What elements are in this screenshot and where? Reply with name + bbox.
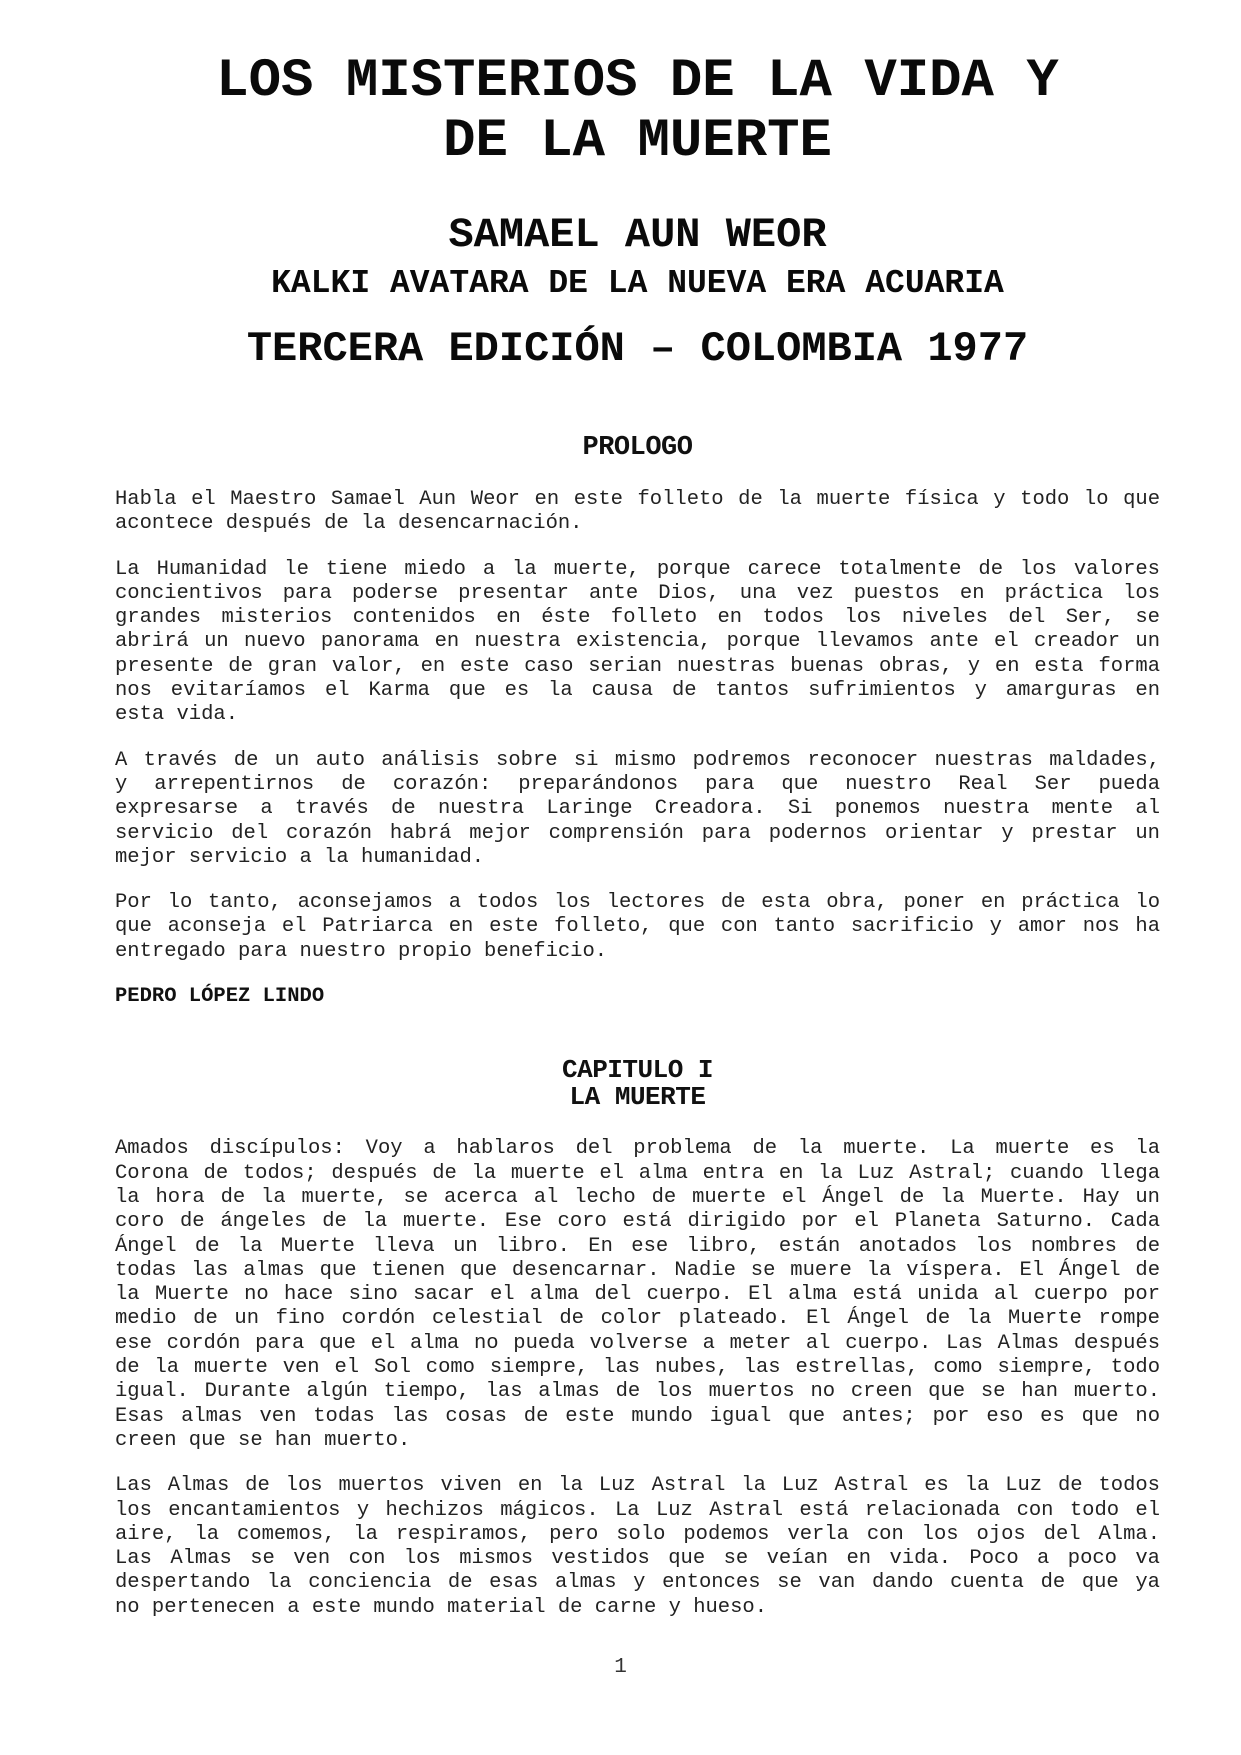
text-line: entregado para nuestro propio beneficio.	[115, 939, 608, 963]
book-title-line-2: DE LA MUERTE	[443, 111, 832, 172]
text-line: A través de un auto análisis sobre si mismo podremos reconocer nuestras maldades,	[115, 748, 1160, 772]
text-line: igual. Durante algún tiempo, las almas de los muertos no creen que se han muerto.	[115, 1380, 1160, 1404]
prologue-paragraph-2	[115, 558, 1160, 728]
text-line: grandes misterios contenidos en éste folleto en todos los niveles del Ser, se	[115, 606, 1160, 630]
text-line: creen que se han muerto.	[115, 1428, 411, 1452]
prologue-heading: PROLOGO	[582, 433, 693, 463]
text-line: la Muerte no hace sino sacar el alma del cuerpo. El alma está unida al cuerpo por	[115, 1283, 1160, 1307]
author-epithet: KALKI AVATARA DE LA NUEVA ERA ACUARIA	[271, 265, 1004, 302]
text-line: de la muerte ven el Sol como siempre, las nubes, las estrellas, como siempre, todo	[115, 1356, 1160, 1380]
text-line: concientivos para poderse presentar ante Dios, una vez puestos en práctica los	[115, 581, 1160, 605]
text-line: Las Almas de los muertos viven en la Luz Astral la Luz Astral es la Luz de todos	[115, 1474, 1160, 1498]
edition-line: TERCERA EDICIÓN – COLOMBIA 1977	[246, 325, 1029, 373]
text-line: Amados discípulos: Voy a hablaros del problema de la muerte. La muerte es la	[115, 1137, 1160, 1161]
text-line: ese cordón para que el alma no pueda volverse a meter al cuerpo. Las Almas después	[115, 1331, 1160, 1355]
text-line: Corona de todos; después de la muerte el alma entra en la Luz Astral; cuando llega	[115, 1161, 1160, 1185]
book-title-line-1: LOS MISTERIOS DE LA VIDA Y	[216, 51, 1059, 112]
text-line: los encantamientos y hechizos mágicos. La Luz Astral está relacionada con todo el	[115, 1498, 1160, 1522]
prologue-paragraph-1	[115, 488, 1160, 537]
chapter-paragraph-2	[115, 1474, 1160, 1620]
text-line: mejor servicio a la humanidad.	[115, 845, 485, 869]
prologue-paragraph-4	[115, 891, 1160, 964]
chapter-title: LA MUERTE	[569, 1082, 706, 1113]
text-line: Habla el Maestro Samael Aun Weor en este folleto de la muerte física y todo lo que	[115, 488, 1160, 511]
text-line: abrirá un nuevo panorama en nuestra existencia, porque llevamos ante el creador un	[115, 630, 1160, 654]
text-line: Las Almas se ven con los mismos vestidos que se veían en vida. Poco a poco va	[115, 1547, 1160, 1571]
text-line: despertando la conciencia de esas almas y entonces se van dando cuenta de que ya	[115, 1571, 1160, 1595]
text-line: todas las almas que tienen que desencarnar. Nadie se muere la víspera. El Ángel de	[115, 1258, 1160, 1282]
text-line: que aconseja el Patriarca en este folleto, que con tanto sacrificio y amor nos ha	[115, 915, 1160, 939]
author-name: SAMAEL AUN WEOR	[448, 211, 827, 259]
chapter-paragraph-1	[115, 1137, 1160, 1453]
text-line: nos evitaríamos el Karma que es la causa de tantos sufrimientos y amarguras en	[115, 679, 1160, 703]
chapter-number: CAPITULO I	[561, 1055, 714, 1086]
text-line: no pertenecen a este mundo material de carne y hueso.	[115, 1595, 768, 1619]
chapter-heading	[115, 1057, 1160, 1111]
text-line: esta vida.	[115, 703, 239, 727]
text-line: y arrepentirnos de corazón: preparándonos para que nuestro Real Ser pueda	[115, 772, 1160, 796]
text-line: la hora de la muerte, se acerca al lecho de muerte el Ángel de la Muerte. Hay un	[115, 1185, 1160, 1209]
prologue-signature: PEDRO LÓPEZ LINDO	[115, 985, 325, 1009]
text-line: expresarse a través de nuestra Laringe Creadora. Si ponemos nuestra mente al	[115, 797, 1160, 821]
text-line: coro de ángeles de la muerte. Ese coro está dirigido por el Planeta Saturno. Cada	[115, 1210, 1160, 1234]
text-line: presente de gran valor, en este caso serian nuestras buenas obras, y en esta forma	[115, 654, 1160, 678]
text-line: aire, la comemos, la respiramos, pero solo podemos verla con los ojos del Alma.	[115, 1522, 1160, 1546]
page-number: 1	[614, 1655, 627, 1679]
text-line: Ángel de la Muerte lleva un libro. En ese libro, están anotados los nombres de	[115, 1234, 1160, 1258]
text-line: medio de un fino cordón celestial de color plateado. El Ángel de la Muerte rompe	[115, 1307, 1160, 1331]
text-line: acontece después de la desencarnación.	[115, 512, 583, 536]
text-line: servicio del corazón habrá mejor comprensión para podernos orientar y prestar un	[115, 821, 1160, 845]
prologue-paragraph-3	[115, 749, 1160, 870]
page-content	[0, 52, 1241, 1620]
text-line: Por lo tanto, aconsejamos a todos los lectores de esta obra, poner en práctica lo	[115, 891, 1160, 915]
text-line: Esas almas ven todas las cosas de este mundo igual que antes; por eso es que no	[115, 1404, 1160, 1428]
book-title	[115, 52, 1160, 172]
text-line: La Humanidad le tiene miedo a la muerte, porque carece totalmente de los valores	[115, 557, 1160, 581]
